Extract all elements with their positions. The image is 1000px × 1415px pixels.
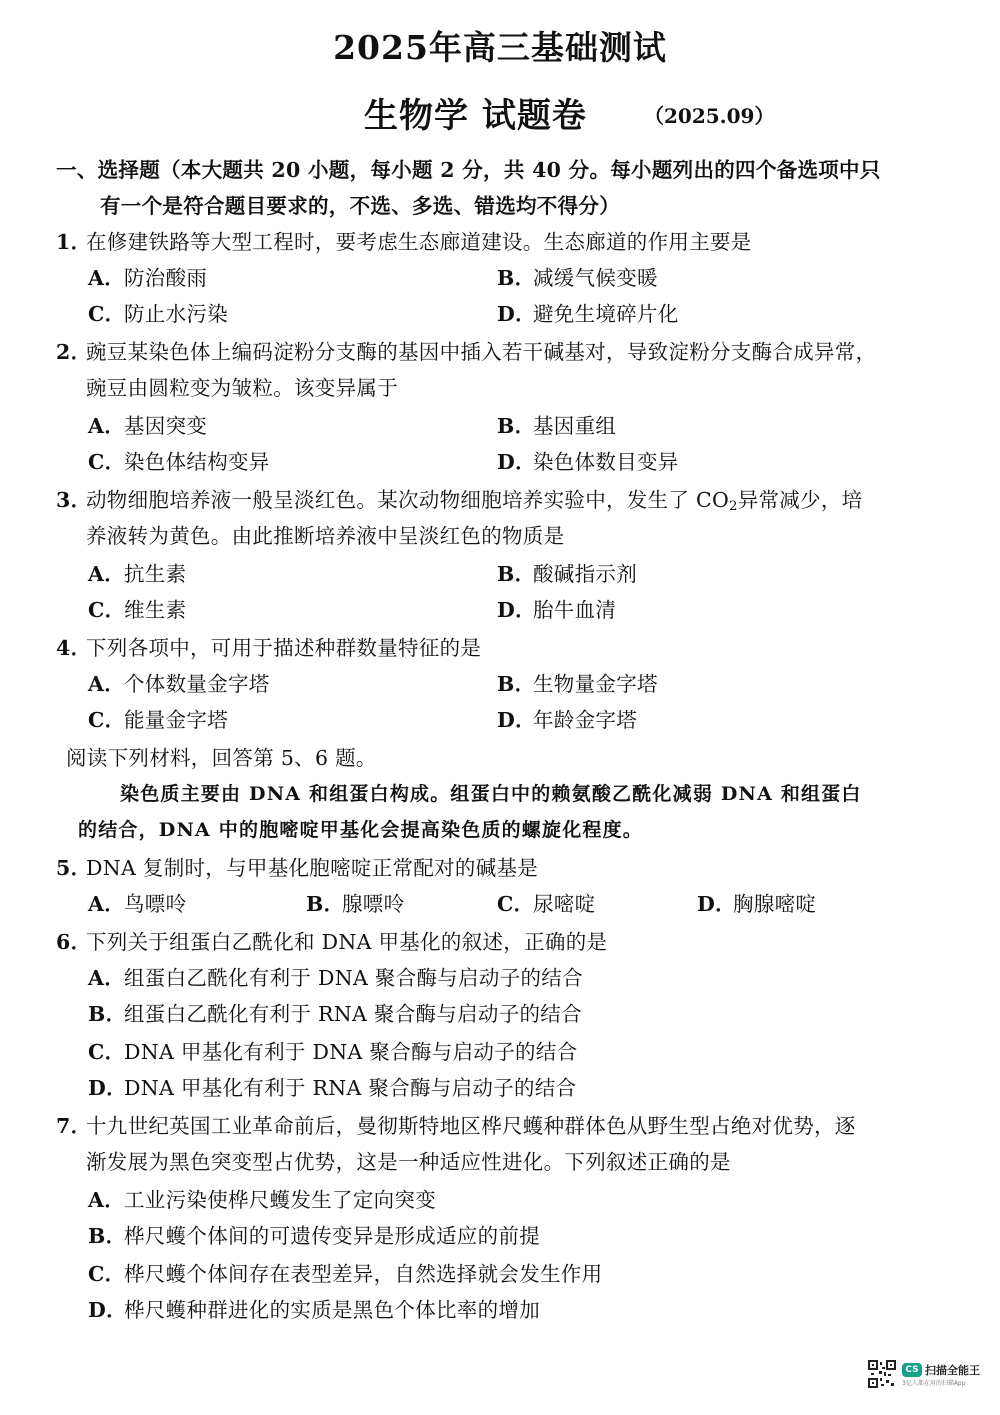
q2-option-c: C．染色体结构变异 (88, 450, 270, 474)
scanner-watermark (868, 1356, 996, 1392)
page-subtitle: 生物学 试题卷 (364, 96, 587, 136)
q4-option-b: B．生物量金字塔 (497, 672, 658, 696)
question-4: 4．下列各项中，可用于描述种群数量特征的是 (56, 636, 482, 660)
question-3-cont: 养液转为黄色。由此推断培养液中呈淡红色的物质是 (86, 524, 565, 548)
q5-option-b: B．腺嘌呤 (306, 892, 405, 916)
reading-intro: 阅读下列材料，回答第 5、6 题。 (66, 746, 377, 770)
q7-option-d: D．桦尺蠖种群进化的实质是黑色个体比率的增加 (88, 1298, 540, 1322)
q6-option-a: A．组蛋白乙酰化有利于 DNA 聚合酶与启动子的结合 (88, 966, 583, 990)
q3-option-a: A．抗生素 (88, 562, 187, 586)
passage-line1: 染色质主要由 DNA 和组蛋白构成。组蛋白中的赖氨酸乙酰化减弱 DNA 和组蛋白 (120, 783, 862, 805)
q1-option-c: C．防止水污染 (88, 302, 228, 326)
q4-option-a: A．个体数量金字塔 (88, 672, 270, 696)
question-2-cont: 豌豆由圆粒变为皱粒。该变异属于 (86, 376, 398, 400)
passage-line2: 的结合，DNA 中的胞嘧啶甲基化会提高染色质的螺旋化程度。 (78, 819, 644, 841)
q5-option-a: A．鸟嘌呤 (88, 892, 187, 916)
q5-option-c: C．尿嘧啶 (497, 892, 596, 916)
exam-date: （2025.09） (644, 104, 775, 128)
q1-option-b: B．减缓气候变暖 (497, 266, 658, 290)
q1-option-a: A．防治酸雨 (88, 266, 208, 290)
q2-option-d: D．染色体数目变异 (497, 450, 679, 474)
question-7-cont: 渐发展为黑色突变型占优势，这是一种适应性进化。下列叙述正确的是 (86, 1150, 731, 1174)
section-header-line2: 有一个是符合题目要求的，不选、多选、错选均不得分） (100, 194, 620, 218)
question-1 (56, 228, 752, 256)
question-7: 7．十九世纪英国工业革命前后，曼彻斯特地区桦尺蠖种群体色从野生型占绝对优势，逐 (56, 1114, 856, 1138)
q2-option-b: B．基因重组 (497, 414, 617, 438)
q3-option-c: C．维生素 (88, 598, 187, 622)
q5-option-d: D．胸腺嘧啶 (697, 892, 817, 916)
q2-option-a: A．基因突变 (88, 414, 208, 438)
scanner-app-icon: CS (902, 1363, 922, 1377)
scanner-tagline: 3亿人都在用的扫描App (902, 1379, 966, 1387)
q3-option-d: D．胎牛血清 (497, 598, 617, 622)
q1-option-d: D．避免生境碎片化 (497, 302, 679, 326)
q6-option-b: B．组蛋白乙酰化有利于 RNA 聚合酶与启动子的结合 (88, 1002, 582, 1026)
q4-option-d: D．年龄金字塔 (497, 708, 637, 732)
page-title: 2025年高三基础测试 (333, 28, 667, 67)
q7-option-c: C．桦尺蠖个体间存在表型差异，自然选择就会发生作用 (88, 1262, 603, 1286)
q7-option-a: A．工业污染使桦尺蠖发生了定向突变 (88, 1188, 436, 1212)
question-5: 5．DNA 复制时，与甲基化胞嘧啶正常配对的碱基是 (56, 856, 539, 880)
question-number: 1． (56, 230, 92, 254)
q3-option-b: B．酸碱指示剂 (497, 562, 637, 586)
question-2: 2．豌豆某染色体上编码淀粉分支酶的基因中插入若干碱基对，导致淀粉分支酶合成异常， (56, 340, 877, 364)
question-6: 6．下列关于组蛋白乙酰化和 DNA 甲基化的叙述，正确的是 (56, 930, 608, 954)
q6-option-c: C．DNA 甲基化有利于 DNA 聚合酶与启动子的结合 (88, 1040, 578, 1064)
question-stem: 在修建铁路等大型工程时，要考虑生态廊道建设。生态廊道的作用主要是 (86, 230, 752, 254)
q6-option-d: D．DNA 甲基化有利于 RNA 聚合酶与启动子的结合 (88, 1076, 577, 1100)
question-stem: 豌豆某染色体上编码淀粉分支酶的基因中插入若干碱基对，导致淀粉分支酶合成异常， (86, 340, 877, 364)
question-3: 3．动物细胞培养液一般呈淡红色。某次动物细胞培养实验中，发生了 $CO_2$异常减少，培 (56, 488, 863, 514)
q4-option-c: C．能量金字塔 (88, 708, 228, 732)
scanner-app-name: 扫描全能王 (925, 1363, 980, 1377)
section-header-line1: 一、选择题（本大题共 20 小题，每小题 2 分，共 40 分。每小题列出的四个备选项中只 (56, 158, 881, 182)
qr-code-icon (868, 1360, 896, 1388)
q7-option-b: B．桦尺蠖个体间的可遗传变异是形成适应的前提 (88, 1224, 540, 1248)
